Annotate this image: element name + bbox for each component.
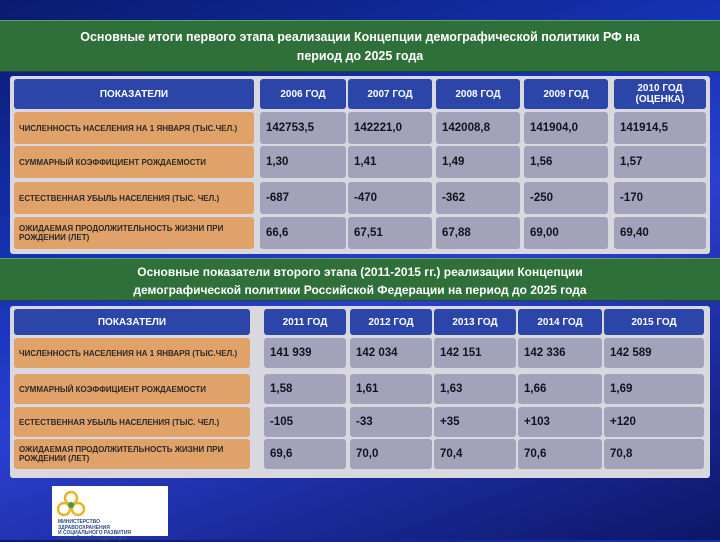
stage1-header-indicators: ПОКАЗАТЕЛИ bbox=[14, 79, 254, 109]
stage2-header-year: 2012 ГОД bbox=[350, 309, 432, 335]
stage2-title-line2: демографической политики Российской Федерации на период до 2025 года bbox=[10, 281, 710, 299]
stage2-row-value: 70,8 bbox=[604, 439, 704, 469]
stage2-row-value: 142 589 bbox=[604, 338, 704, 368]
stage2-header-indicators: ПОКАЗАТЕЛИ bbox=[14, 309, 250, 335]
stage2-table bbox=[10, 306, 710, 478]
stage2-row-value: 1,69 bbox=[604, 374, 704, 404]
stage1-row-value: 142221,0 bbox=[348, 112, 432, 144]
logo-text-line: ЗДРАВООХРАНЕНИЯ bbox=[58, 526, 168, 532]
stage1-row-value: -170 bbox=[614, 182, 706, 214]
ministry-logo-text bbox=[58, 520, 168, 542]
stage2-row-value: +103 bbox=[518, 407, 602, 437]
stage1-row-value: -470 bbox=[348, 182, 432, 214]
stage2-row-label: ЕСТЕСТВЕННАЯ УБЫЛЬ НАСЕЛЕНИЯ (ТЫС. ЧЕЛ.) bbox=[14, 407, 250, 437]
ministry-logo bbox=[52, 486, 168, 536]
stage2-header-year: 2011 ГОД bbox=[264, 309, 346, 335]
stage1-row-value: 1,57 bbox=[614, 146, 706, 178]
stage2-title-banner bbox=[0, 258, 720, 301]
stage1-title-line1: Основные итоги первого этапа реализации Концепции демографической политики РФ на bbox=[10, 28, 710, 47]
stage2-row-value: 141 939 bbox=[264, 338, 346, 368]
stage2-row-value: +35 bbox=[434, 407, 516, 437]
stage2-row-value: 70,4 bbox=[434, 439, 516, 469]
stage1-row-value: 1,41 bbox=[348, 146, 432, 178]
stage1-row-value: 141904,0 bbox=[524, 112, 608, 144]
stage2-row-value: 142 151 bbox=[434, 338, 516, 368]
stage1-row-value: 1,56 bbox=[524, 146, 608, 178]
logo-text-line: МИНИСТЕРСТВО bbox=[58, 520, 168, 526]
logo-text-line: И СОЦИАЛЬНОГО РАЗВИТИЯ bbox=[58, 531, 168, 537]
stage1-row-value: -687 bbox=[260, 182, 346, 214]
stage1-table bbox=[10, 76, 710, 254]
stage2-row-value: 1,63 bbox=[434, 374, 516, 404]
stage2-row-value: +120 bbox=[604, 407, 704, 437]
stage2-row-value: 70,0 bbox=[350, 439, 432, 469]
stage1-row-value: 142008,8 bbox=[436, 112, 520, 144]
stage1-row-label: ЕСТЕСТВЕННАЯ УБЫЛЬ НАСЕЛЕНИЯ (ТЫС. ЧЕЛ.) bbox=[14, 182, 254, 214]
stage2-row-label: ЧИСЛЕННОСТЬ НАСЕЛЕНИЯ НА 1 ЯНВАРЯ (ТЫС.ЧЕЛ.) bbox=[14, 338, 250, 368]
stage2-header-year: 2013 ГОД bbox=[434, 309, 516, 335]
stage1-row-value: 1,49 bbox=[436, 146, 520, 178]
stage1-row-value: 1,30 bbox=[260, 146, 346, 178]
stage1-row-value: 69,40 bbox=[614, 217, 706, 249]
stage2-row-value: 1,58 bbox=[264, 374, 346, 404]
stage2-header-year: 2015 ГОД bbox=[604, 309, 704, 335]
stage2-row-value: -105 bbox=[264, 407, 346, 437]
stage1-row-value: 142753,5 bbox=[260, 112, 346, 144]
stage2-row-value: 1,66 bbox=[518, 374, 602, 404]
stage1-row-label: ОЖИДАЕМАЯ ПРОДОЛЖИТЕЛЬНОСТЬ ЖИЗНИ ПРИ РОЖДЕНИИ (ЛЕТ) bbox=[14, 217, 254, 249]
logo-text-line: РОССИЙСКОЙ ФЕДЕРАЦИИ bbox=[58, 537, 168, 542]
stage2-header-year: 2014 ГОД bbox=[518, 309, 602, 335]
stage2-row-value: 142 034 bbox=[350, 338, 432, 368]
stage2-row-label: ОЖИДАЕМАЯ ПРОДОЛЖИТЕЛЬНОСТЬ ЖИЗНИ ПРИ РОЖДЕНИИ (ЛЕТ) bbox=[14, 439, 250, 469]
stage1-header-year: 2009 ГОД bbox=[524, 79, 608, 109]
stage2-row-value: 142 336 bbox=[518, 338, 602, 368]
stage1-row-label: СУММАРНЫЙ КОЭФФИЦИЕНТ РОЖДАЕМОСТИ bbox=[14, 146, 254, 178]
stage1-header-year: 2007 ГОД bbox=[348, 79, 432, 109]
stage2-row-value: 1,61 bbox=[350, 374, 432, 404]
stage1-header-year: 2010 ГОД (ОЦЕНКА) bbox=[614, 79, 706, 109]
ministry-emblem-icon bbox=[56, 490, 86, 520]
stage2-title-line1: Основные показатели второго этапа (2011-2015 гг.) реализации Концепции bbox=[10, 263, 710, 281]
stage2-row-value: 70,6 bbox=[518, 439, 602, 469]
stage1-row-value: 67,51 bbox=[348, 217, 432, 249]
stage2-row-label: СУММАРНЫЙ КОЭФФИЦИЕНТ РОЖДАЕМОСТИ bbox=[14, 374, 250, 404]
stage1-header-year: 2008 ГОД bbox=[436, 79, 520, 109]
stage2-row-value: -33 bbox=[350, 407, 432, 437]
stage1-title-banner bbox=[0, 20, 720, 72]
stage1-row-value: -362 bbox=[436, 182, 520, 214]
stage1-row-label: ЧИСЛЕННОСТЬ НАСЕЛЕНИЯ НА 1 ЯНВАРЯ (ТЫС.ЧЕЛ.) bbox=[14, 112, 254, 144]
stage1-row-value: -250 bbox=[524, 182, 608, 214]
stage1-title-line2: период до 2025 года bbox=[10, 47, 710, 66]
stage2-row-value: 69,6 bbox=[264, 439, 346, 469]
stage1-row-value: 67,88 bbox=[436, 217, 520, 249]
stage1-row-value: 66,6 bbox=[260, 217, 346, 249]
stage1-row-value: 141914,5 bbox=[614, 112, 706, 144]
stage1-header-year: 2006 ГОД bbox=[260, 79, 346, 109]
stage1-row-value: 69,00 bbox=[524, 217, 608, 249]
